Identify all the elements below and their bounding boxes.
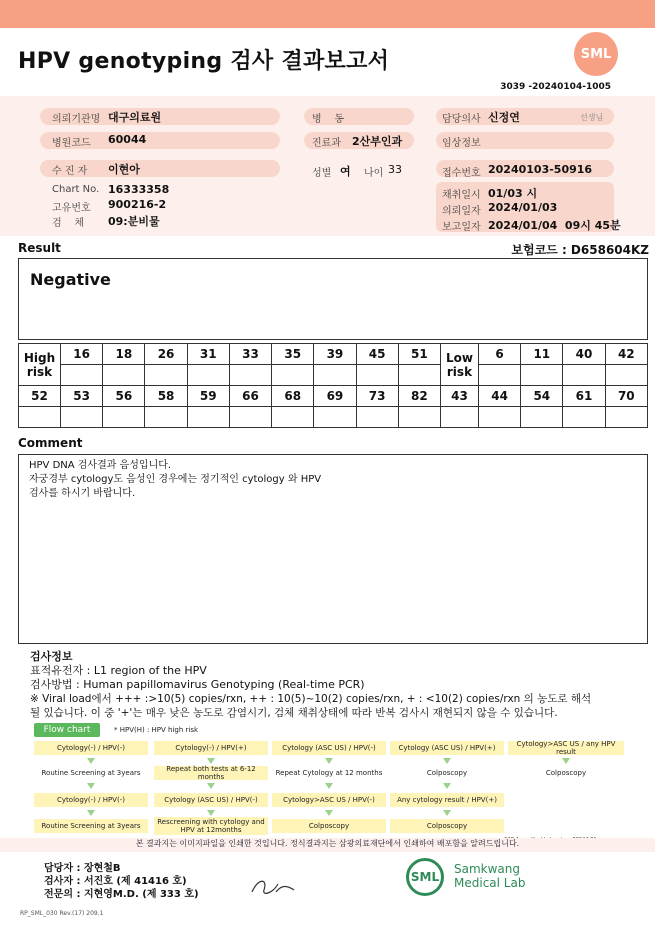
genotype-cell: 68 [272,386,314,407]
flow-box: Cytology (ASC US) / HPV(+) [390,741,504,755]
sex-label: 성별 [312,168,332,179]
flow-arrow [87,810,95,816]
flow-box: Colposcopy [508,766,624,780]
genotype-cell: 6 [478,344,520,365]
name-label: 수 진 자 [52,166,88,177]
flow-box: Any cytology result / HPV(+) [390,793,504,807]
result-cell [478,407,520,428]
doctor-label: 담당의사 [442,114,481,125]
genotype-cell: 53 [61,386,103,407]
doctor-suffix: 선생님 [580,113,604,122]
chart-label: Chart No. [52,184,100,195]
genotype-cell: 58 [145,386,187,407]
id-label: 고유번호 [52,203,91,214]
flow-arrow [562,758,570,764]
flow-box: Colposcopy [390,766,504,780]
flow-legend: * HPV(H) : HPV high risk [114,726,199,734]
form-code: RP_SML_030 Rev.(17) 209.1 [20,910,104,917]
chart-value: 16333358 [108,183,170,196]
low-risk-label: Low risk [440,344,478,386]
flow-arrow [443,758,451,764]
result-cell [521,365,563,386]
age-value: 33 [388,163,402,176]
doctor-value: 신정연 [488,111,520,124]
dept-label: 진료과 [312,138,341,149]
genotype-cell: 82 [398,386,440,407]
flow-box: Cytology (ASC US) / HPV(-) [154,793,268,807]
flow-box: Cytology(-) / HPV(-) [34,741,148,755]
lab-logo: SML [406,858,444,896]
checker-value: 서진호 (제 41416 호) [83,876,187,887]
flow-box: Colposcopy [390,819,504,833]
genotype-cell: 73 [356,386,398,407]
genotype-cell: 69 [314,386,356,407]
genotype-cell: 45 [356,344,398,365]
collect-label: 채취일시 [442,190,481,201]
flow-box: Cytology(-) / HPV(+) [154,741,268,755]
flow-arrow [207,783,215,789]
flow-box: Cytology(-) / HPV(-) [34,793,148,807]
genotype-cell: 31 [187,344,229,365]
receipt-label: 접수번호 [442,168,481,179]
result-cell [521,407,563,428]
signature-icon [248,874,298,898]
clinical-label: 임상정보 [442,138,481,149]
result-box [18,258,648,340]
result-cell [605,407,647,428]
request-label: 의뢰일자 [442,206,481,217]
dates-box [436,182,621,233]
collect-value: 01/03 시 [488,187,538,200]
result-cell [145,365,187,386]
viral-load-note-1: ※ Viral load에서 +++ :>10(5) copies/rxn, ++ : 10(5)~10(2) copies/rxn, + : <10(2) copies/rxn 의 농도로 해석 [30,693,592,705]
comment-heading: Comment [18,436,83,450]
lab-name-2: Medical Lab [454,876,526,890]
report-title: HPV genotyping 검사 결과보고서 [18,49,390,74]
result-cell [356,407,398,428]
result-cell [61,407,103,428]
result-cell [103,365,145,386]
top-banner [0,0,655,28]
table-row [19,386,648,407]
flow-arrow [443,810,451,816]
specialist-line: 전문의 : 지현영M.D. (제 333 호) [44,889,199,900]
hpv-genotype-table [18,343,648,428]
result-cell [272,407,314,428]
result-value: Negative [30,270,111,289]
ward-label: 병 동 [312,114,345,125]
sex-value: 여 [340,165,351,178]
result-cell [103,407,145,428]
result-cell [563,365,605,386]
target-gene: 표적유전자 : L1 region of the HPV [30,664,207,677]
request-value: 2024/01/03 [488,201,558,214]
result-cell [19,407,61,428]
comment-line: 검사를 하시기 바랍니다. [29,488,136,499]
genotype-cell: 40 [563,344,605,365]
genotype-cell: 43 [440,386,478,407]
genotype-cell: 56 [103,386,145,407]
receipt-value: 20240103-50916 [488,163,593,176]
genotype-cell: 26 [145,344,187,365]
checker-line: 검사자 : 서진호 (제 41416 호) [44,876,187,887]
sml-logo: SML [574,32,618,76]
dept-value: 2산부인과 [352,135,403,148]
result-cell [187,365,229,386]
test-info-heading: 검사정보 [30,650,73,663]
flow-box: Rescreening with cytology and HPV at 12months [154,817,268,835]
test-method: 검사방법 : Human papillomavirus Genotyping (Real-time PCR) [30,678,365,691]
genotype-cell: 42 [605,344,647,365]
genotype-cell: 11 [521,344,563,365]
result-cell [478,365,520,386]
genotype-cell: 70 [605,386,647,407]
result-cell [398,407,440,428]
specimen-value: 09:분비물 [108,215,160,228]
genotype-cell: 44 [478,386,520,407]
genotype-cell: 54 [521,386,563,407]
genotype-cell: 16 [61,344,103,365]
result-cell [563,407,605,428]
flow-arrow [207,810,215,816]
flow-box: Repeat Cytology at 12 months [272,766,386,780]
flow-chart-tag: Flow chart [34,723,100,737]
result-cell [440,407,478,428]
genotype-cell: 18 [103,344,145,365]
table-row [19,407,648,428]
specialist-value: 지현영M.D. (제 333 호) [83,889,199,900]
flow-box: Routine Screening at 3years [34,766,148,780]
report-code-1: 3039 -20240104-1005 [500,82,611,92]
person-line: 담당자 : 장현철B [44,863,121,874]
id-value: 900216-2 [108,198,167,211]
print-notice: 본 결과지는 이미지파일을 인쇄한 것입니다. 정식결과지는 삼광의료재단에서 인쇄하여 배포함을 알려드립니다. [0,838,655,852]
flow-arrow [443,783,451,789]
specialist-label: 전문의 [44,889,73,900]
comment-box [18,454,648,644]
genotype-cell: 52 [19,386,61,407]
flow-arrow [325,758,333,764]
result-cell [229,407,271,428]
hospital-label: 의뢰기관명 [52,114,101,125]
code-value: 60044 [108,133,147,146]
genotype-cell: 35 [272,344,314,365]
result-heading: Result [18,241,61,255]
result-cell [605,365,647,386]
flow-arrow [325,810,333,816]
result-cell [229,365,271,386]
flow-box: Cytology (ASC US) / HPV(-) [272,741,386,755]
genotype-cell: 51 [398,344,440,365]
genotype-cell: 59 [187,386,229,407]
flow-box: Cytology>ASC US / any HPV result [508,741,624,755]
hospital-value: 대구의료원 [108,111,162,124]
flow-arrow [325,783,333,789]
report-label: 보고일자 [442,222,481,233]
genotype-cell: 39 [314,344,356,365]
result-cell [145,407,187,428]
result-cell [61,365,103,386]
flow-arrow [87,783,95,789]
table-row [19,344,648,365]
flow-box: Colposcopy [272,819,386,833]
insurance-code: 보험코드 : D658604KZ [511,243,649,257]
person-label: 담당자 [44,863,73,874]
high-risk-label: High risk [19,344,61,386]
flow-arrow [207,758,215,764]
result-cell [314,365,356,386]
table-row [19,365,648,386]
genotype-cell: 66 [229,386,271,407]
lab-name-1: Samkwang [454,862,520,876]
comment-line: 자궁경부 cytology도 음성인 경우에는 정기적인 cytology 와 HPV [29,474,322,485]
result-cell [272,365,314,386]
checker-label: 검사자 [44,876,73,887]
name-value: 이현아 [108,163,140,176]
flow-box: Routine Screening at 3years [34,819,148,833]
age-label: 나이 [364,168,384,179]
result-cell [398,365,440,386]
viral-load-note-2: 될 있습니다. 이 중 '+'는 매우 낮은 농도로 감염시기, 검체 채취상태에 따라 반복 검사시 재현되지 않을 수 있습니다. [30,707,558,719]
specimen-label: 검 체 [52,218,85,229]
genotype-cell: 33 [229,344,271,365]
person-value: 장현철B [83,863,121,874]
flow-box: Repeat both tests at 6-12 months [154,766,268,780]
lab-name [454,862,525,890]
code-label: 병원코드 [52,138,91,149]
result-cell [187,407,229,428]
comment-line: HPV DNA 검사결과 음성입니다. [29,460,172,471]
flow-arrow [87,758,95,764]
report-value: 2024/01/04 09시 45분 [488,219,621,232]
flow-box: Cytology>ASC US / HPV(-) [272,793,386,807]
result-cell [314,407,356,428]
genotype-cell: 61 [563,386,605,407]
result-cell [356,365,398,386]
